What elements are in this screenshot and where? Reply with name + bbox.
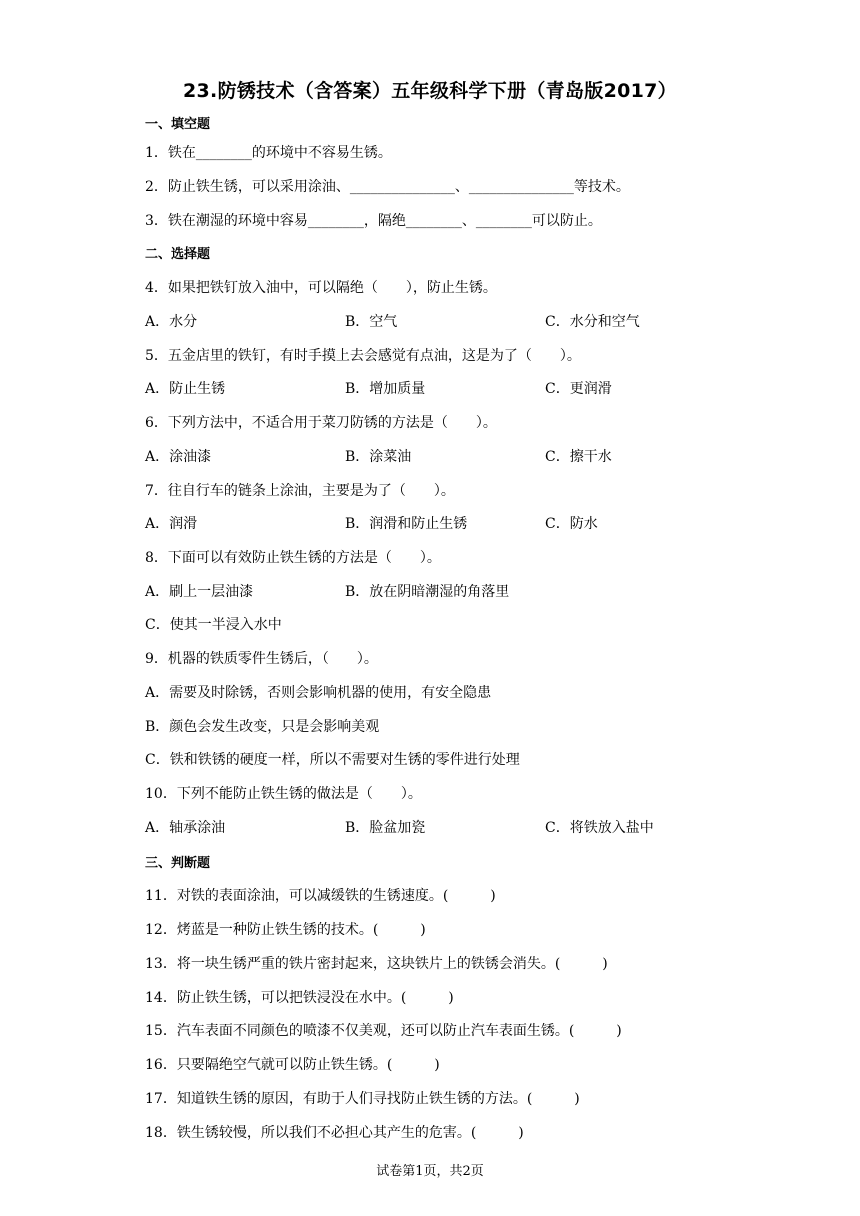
option-6a: A．涂油漆 — [145, 449, 212, 465]
question-5: 5．五金店里的铁钉，有时手摸上去会感觉有点油，这是为了（ ）。 — [145, 348, 581, 364]
option-6c: C．擦干水 — [545, 449, 612, 465]
question-14: 14．防止铁生锈，可以把铁浸没在水中。( ) — [145, 990, 454, 1006]
section-heading-judge: 三、判断题 — [145, 856, 211, 871]
question-9: 9．机器的铁质零件生锈后，（ ）。 — [145, 651, 378, 667]
question-8: 8．下面可以有效防止铁生锈的方法是（ ）。 — [145, 550, 441, 566]
option-7b: B．润滑和防止生锈 — [345, 516, 468, 532]
section-heading-fill: 一、填空题 — [145, 117, 211, 132]
option-10c: C．将铁放入盐中 — [545, 820, 654, 836]
option-9b: B．颜色会发生改变，只是会影响美观 — [145, 719, 380, 735]
question-1: 1．铁在________的环境中不容易生锈。 — [145, 145, 392, 161]
option-6b: B．涂菜油 — [345, 449, 412, 465]
question-3: 3．铁在潮湿的环境中容易________，隔绝________、________可以防止。 — [145, 213, 602, 229]
question-12: 12．烤蓝是一种防止铁生锈的技术。( ) — [145, 922, 426, 938]
question-18: 18．铁生锈较慢，所以我们不必担心其产生的危害。( ) — [145, 1125, 524, 1141]
question-13: 13．将一块生锈严重的铁片密封起来，这块铁片上的铁锈会消失。( ) — [145, 956, 608, 972]
page-title: 23.防锈技术（含答案）五年级科学下册（青岛版2017） — [183, 80, 677, 102]
option-8c: C．使其一半浸入水中 — [145, 617, 282, 633]
option-4c: C．水分和空气 — [545, 314, 640, 330]
option-8b: B．放在阴暗潮湿的角落里 — [345, 584, 510, 600]
option-7c: C．防水 — [545, 516, 598, 532]
question-6: 6．下列方法中，不适合用于菜刀防锈的方法是（ ）。 — [145, 415, 497, 431]
page-footer: 试卷第1页，共2页 — [376, 1164, 484, 1179]
option-8a: A．刷上一层油漆 — [145, 584, 254, 600]
question-15: 15．汽车表面不同颜色的喷漆不仅美观，还可以防止汽车表面生锈。( ) — [145, 1023, 622, 1039]
option-10b: B．脸盆加瓷 — [345, 820, 426, 836]
question-10: 10．下列不能防止铁生锈的做法是（ ）。 — [145, 786, 422, 802]
option-9c: C．铁和铁锈的硬度一样，所以不需要对生锈的零件进行处理 — [145, 752, 520, 768]
question-17: 17．知道铁生锈的原因，有助于人们寻找防止铁生锈的方法。( ) — [145, 1091, 580, 1107]
option-5a: A．防止生锈 — [145, 381, 226, 397]
question-7: 7．往自行车的链条上涂油，主要是为了（ ）。 — [145, 483, 455, 499]
option-10a: A．轴承涂油 — [145, 820, 226, 836]
option-4a: A．水分 — [145, 314, 198, 330]
section-heading-choice: 二、选择题 — [145, 247, 211, 262]
option-4b: B．空气 — [345, 314, 398, 330]
option-5c: C．更润滑 — [545, 381, 612, 397]
question-4: 4．如果把铁钉放入油中，可以隔绝（ ），防止生锈。 — [145, 280, 497, 296]
option-5b: B．增加质量 — [345, 381, 426, 397]
question-16: 16．只要隔绝空气就可以防止铁生锈。( ) — [145, 1057, 440, 1073]
option-9a: A．需要及时除锈，否则会影响机器的使用，有安全隐患 — [145, 685, 492, 701]
question-2: 2．防止铁生锈，可以采用涂油、_______________、_______________等技术。 — [145, 179, 630, 195]
option-7a: A．润滑 — [145, 516, 198, 532]
question-11: 11．对铁的表面涂油，可以减缓铁的生锈速度。( ) — [145, 888, 496, 904]
